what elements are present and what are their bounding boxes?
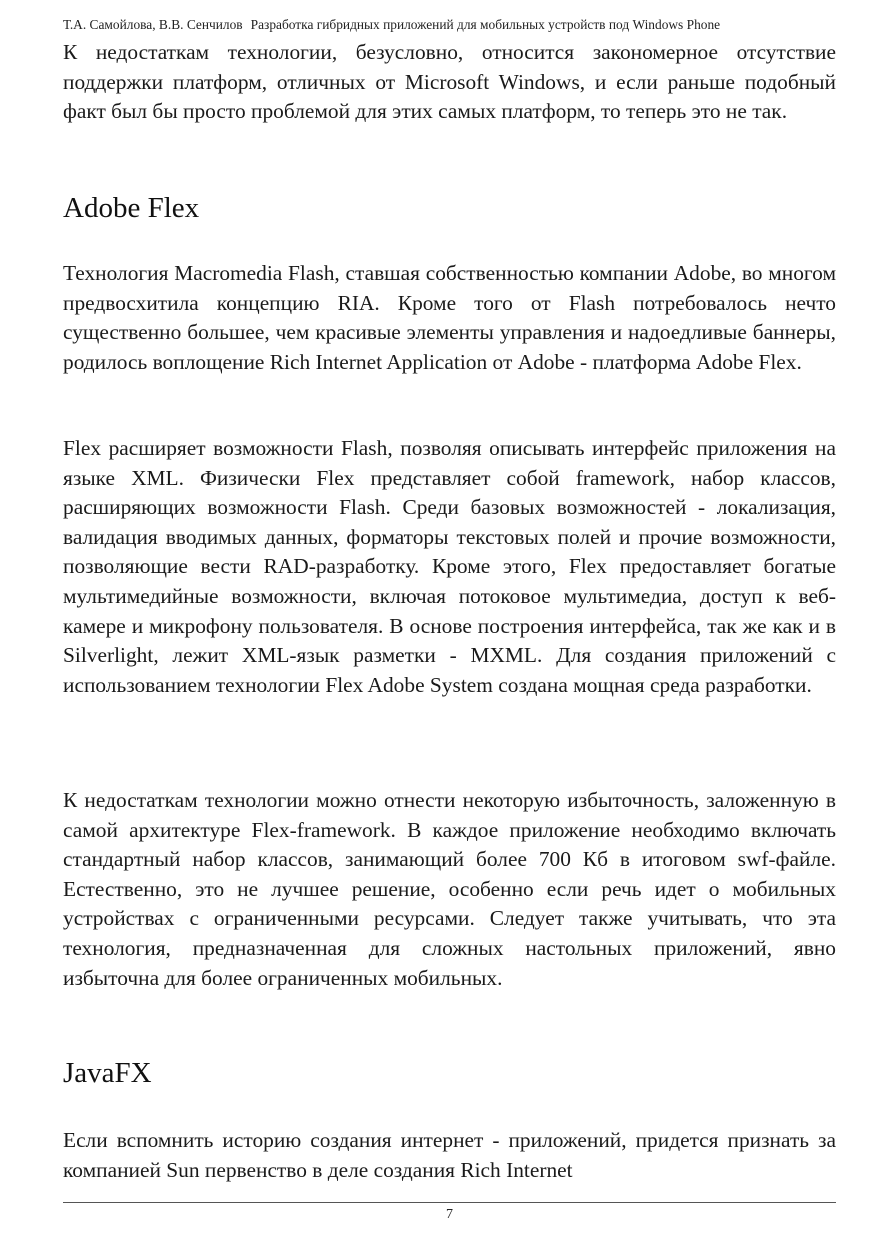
flex-paragraph-1: Технология Macromedia Flash, ставшая собственностью компании Adobe, во многом предвосхитила концепцию RIA. Кроме того от Flash потребовалось нечто существенно большее, чем красивые элементы управления и надоедливые баннеры, родилось воплощение Rich Internet Application от Adobe - платформа Adobe Flex. xyxy=(63,261,836,374)
javafx-paragraph-1: Если вспомнить историю создания интернет - приложений, придется признать за компанией Sun первенство в деле создания Rich Internet xyxy=(63,1128,836,1182)
flex-paragraph-2: Flex расширяет возможности Flash, позволяя описывать интерфейс приложения на языке XML. Физически Flex представляет собой framework, набор классов, расширяющих возможности Flash. Среди базовых возможностей - локализация, валидация вводимых данных, форматоры текстовых полей и прочие возможности, позволяющие вести RAD-разработку. Кроме этого, Flex предоставляет богатые мультимедийные возможности, включая потоковое мультимедиа, доступ к веб-камере и микрофону пользователя. В основе построения интерфейса, так же как и в Silverlight, лежит XML-язык разметки - MXML. Для создания приложений с использованием технологии Flex Adobe System создана мощная среда разработки. xyxy=(63,436,836,697)
header-authors: Т.А. Самойлова, В.В. Сенчилов xyxy=(63,17,243,32)
section-heading-adobe-flex: Adobe Flex xyxy=(63,192,200,224)
intro-paragraph: К недостаткам технологии, безусловно, относится закономерное отсутствие поддержки платформ, отличных от Microsoft Windows, и если раньше подобный факт был бы просто проблемой для этих самых платформ, то теперь это не так. xyxy=(63,40,836,124)
section-heading-javafx: JavaFX xyxy=(63,1057,152,1089)
page-number: 7 xyxy=(446,1207,453,1222)
running-header xyxy=(63,16,836,34)
document-page xyxy=(63,0,836,1241)
footer-divider xyxy=(63,1202,836,1203)
flex-paragraph-3: К недостаткам технологии можно отнести некоторую избыточность, заложенную в самой архитектуре Flex-framework. В каждое приложение необходимо включать стандартный набор классов, занимающий более 700 Кб в итоговом swf-файле. Естественно, это не лучшее решение, особенно если речь идет о мобильных устройствах с ограниченными ресурсами. Следует также учитывать, что эта технология, предназначенная для сложных настольных приложений, явно избыточна для более ограниченных мобильных. xyxy=(63,788,836,990)
header-title: Разработка гибридных приложений для мобильных устройств под Windows Phone xyxy=(250,17,721,32)
